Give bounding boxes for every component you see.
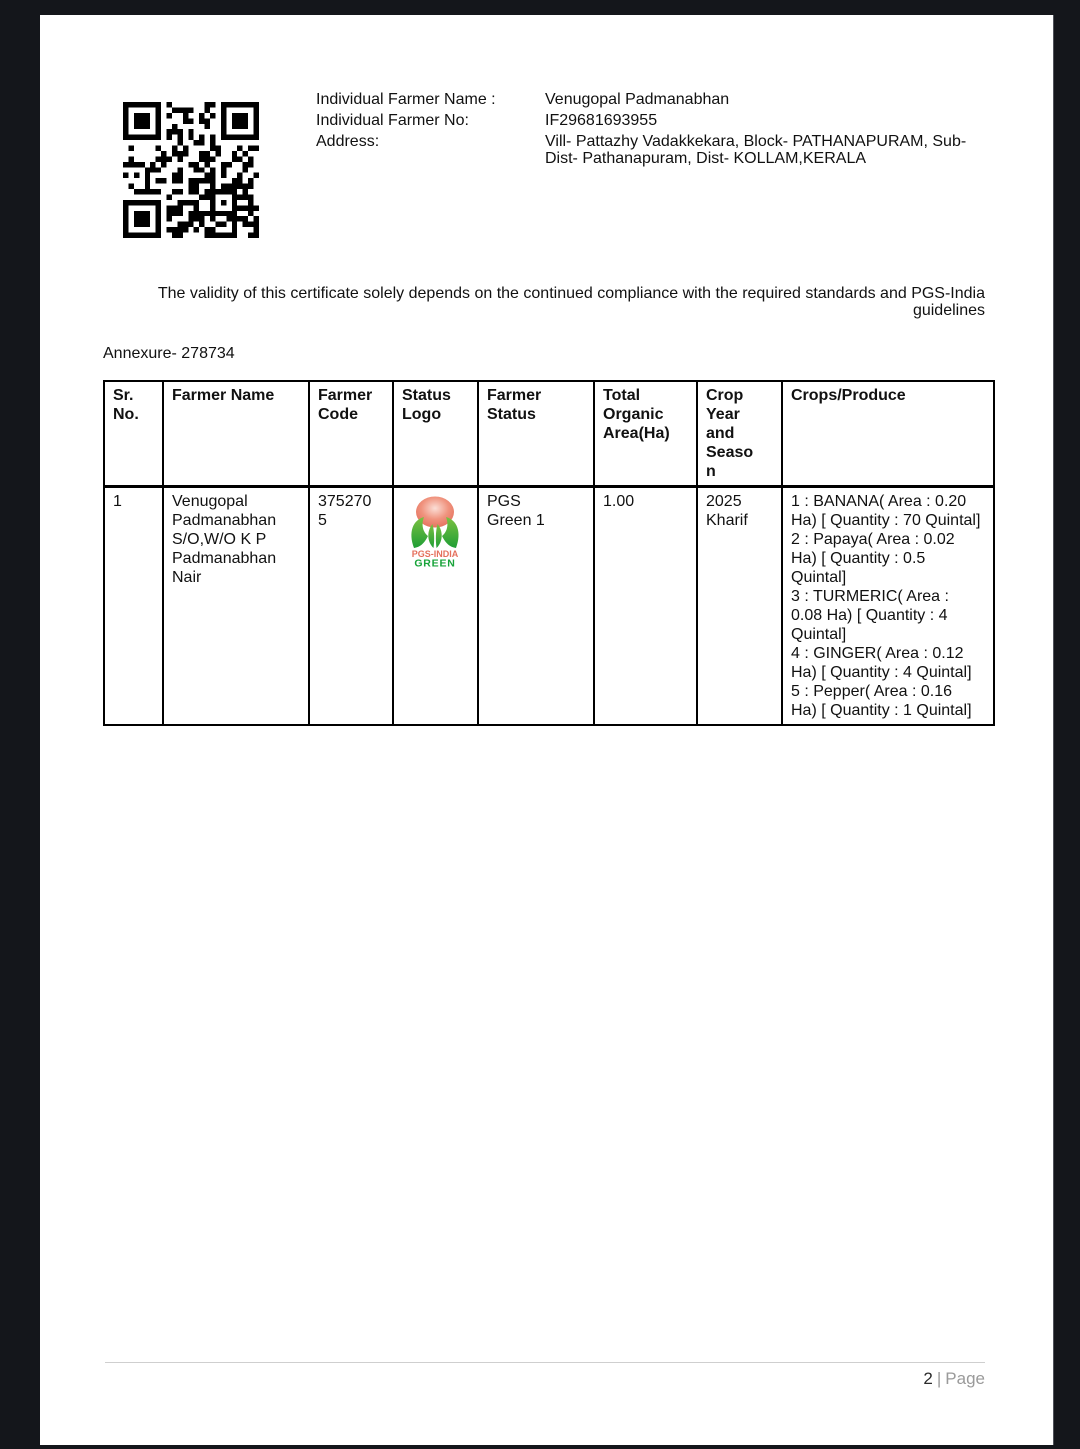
page-label: Page bbox=[945, 1369, 985, 1388]
farmer-no-value: IF29681693955 bbox=[545, 112, 658, 129]
farmer-name-label: Individual Farmer Name : bbox=[316, 91, 496, 108]
address-label: Address: bbox=[316, 133, 380, 150]
cell-crop-year-season: 2025 Kharif bbox=[697, 487, 782, 726]
farmers-table bbox=[103, 380, 995, 726]
logo-text-bottom: GREEN bbox=[414, 557, 456, 568]
crop-item: 3 : TURMERIC( Area : 0.08 Ha) [ Quantity : 4 Quintal] bbox=[791, 588, 949, 643]
table-header-row bbox=[104, 381, 994, 487]
header-farmer-name: Farmer Name bbox=[163, 381, 309, 487]
table-row bbox=[104, 487, 994, 726]
pgs-india-green-logo bbox=[402, 492, 468, 568]
certificate-page bbox=[40, 15, 1054, 1445]
header-farmer-code: Farmer Code bbox=[309, 381, 393, 487]
validity-note: The validity of this certificate solely depends on the continued compliance with the required standards and PGS-India guidelines bbox=[157, 285, 985, 319]
qr-code bbox=[123, 101, 259, 239]
header-sr-no: Sr. No. bbox=[104, 381, 163, 487]
cell-farmer-code: 3752705 bbox=[309, 487, 393, 726]
page-separator: | bbox=[936, 1369, 942, 1388]
cell-farmer-status: PGS Green 1 bbox=[478, 487, 594, 726]
header-crops-produce: Crops/Produce bbox=[782, 381, 994, 487]
footer-divider bbox=[105, 1362, 985, 1363]
address-value: Vill- Pattazhy Vadakkekara, Block- PATHANAPURAM, Sub-Dist- Pathanapuram, Dist- KOLLAM,KERALA bbox=[545, 133, 967, 167]
annexure-heading: Annexure- 278734 bbox=[103, 345, 235, 362]
cell-sr-no: 1 bbox=[104, 487, 163, 726]
header-farmer-status: Farmer Status bbox=[478, 381, 594, 487]
header-crop-year-season: Crop Year and Season bbox=[697, 381, 782, 487]
cell-total-organic-area: 1.00 bbox=[594, 487, 697, 726]
farmer-no-label: Individual Farmer No: bbox=[316, 112, 469, 129]
farmer-name-value: Venugopal Padmanabhan bbox=[545, 91, 730, 108]
crop-item: 5 : Pepper( Area : 0.16 Ha) [ Quantity : 1 Quintal] bbox=[791, 683, 972, 719]
logo-text-top: PGS-INDIA bbox=[411, 549, 459, 559]
crop-item: 4 : GINGER( Area : 0.12 Ha) [ Quantity : 4 Quintal] bbox=[791, 645, 972, 681]
cell-status-logo bbox=[393, 487, 478, 726]
crop-item: 1 : BANANA( Area : 0.20 Ha) [ Quantity : 70 Quintal] bbox=[791, 493, 981, 529]
page-footer bbox=[105, 1369, 985, 1389]
header-status-logo: Status Logo bbox=[393, 381, 478, 487]
cell-farmer-name: Venugopal Padmanabhan S/O,W/O K P Padmanabhan Nair bbox=[163, 487, 309, 726]
header-total-organic-area: Total Organic Area(Ha) bbox=[594, 381, 697, 487]
page-number: 2 bbox=[923, 1369, 933, 1388]
crop-item: 2 : Papaya( Area : 0.02 Ha) [ Quantity : 0.5 Quintal] bbox=[791, 531, 955, 586]
cell-crops-produce bbox=[782, 487, 994, 726]
